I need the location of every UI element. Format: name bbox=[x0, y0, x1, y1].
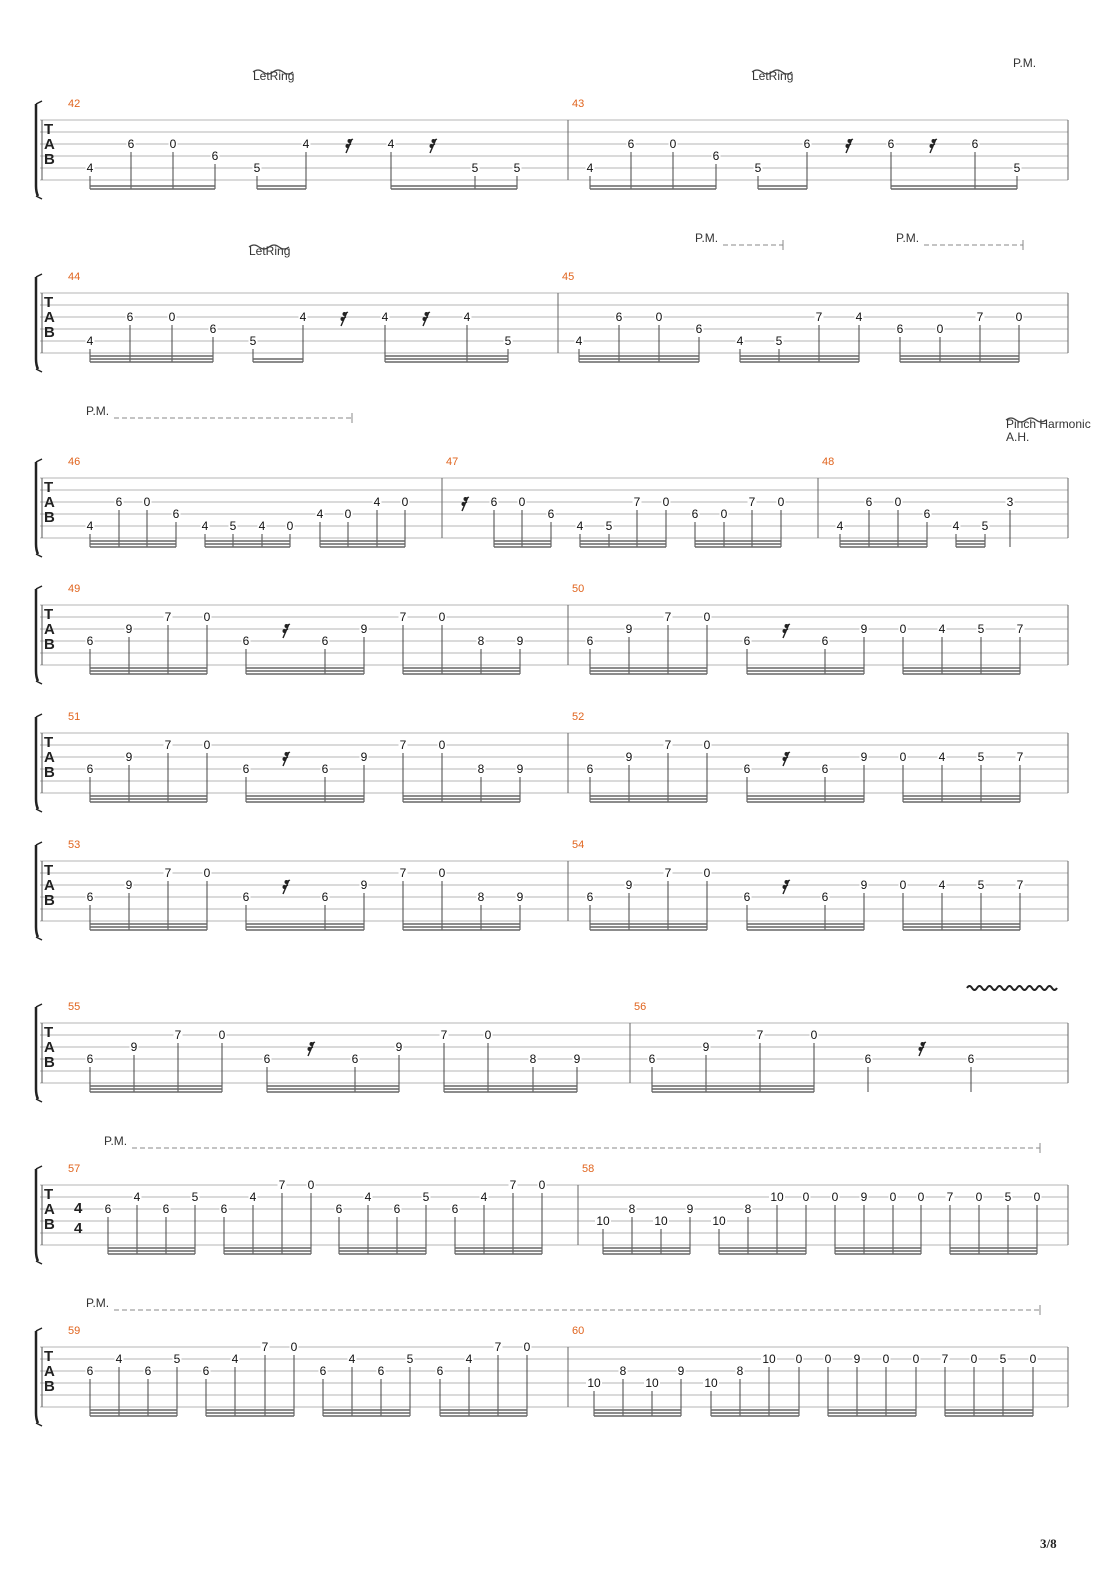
fret-number: 0 bbox=[802, 1190, 810, 1204]
fret-number: 0 bbox=[831, 1190, 839, 1204]
fret-number: 4 bbox=[231, 1352, 239, 1366]
fret-number: 9 bbox=[860, 750, 868, 764]
palm-mute-label: P.M. bbox=[104, 1134, 128, 1148]
fret-number: 6 bbox=[377, 1364, 385, 1378]
fret-number: 7 bbox=[399, 738, 407, 752]
fret-number: 6 bbox=[971, 137, 979, 151]
fret-number: 6 bbox=[451, 1202, 459, 1216]
fret-number: 6 bbox=[220, 1202, 228, 1216]
fret-number: 4 bbox=[938, 878, 946, 892]
fret-number: 4 bbox=[465, 1352, 473, 1366]
fret-number: 5 bbox=[605, 519, 613, 533]
fret-number: 8 bbox=[529, 1052, 537, 1066]
fret-number: 4 bbox=[480, 1190, 488, 1204]
fret-number: 6 bbox=[86, 1052, 94, 1066]
measure-number: 47 bbox=[446, 456, 459, 468]
fret-number: 0 bbox=[523, 1340, 531, 1354]
fret-number: 6 bbox=[202, 1364, 210, 1378]
tab-system bbox=[36, 986, 1068, 1102]
fret-number: 7 bbox=[664, 866, 672, 880]
fret-number: 4 bbox=[855, 310, 863, 324]
fret-number: 9 bbox=[853, 1352, 861, 1366]
fret-number: 0 bbox=[899, 622, 907, 636]
fret-number: 6 bbox=[896, 322, 904, 336]
tab-clef-letter: B bbox=[44, 636, 55, 653]
measure-number: 55 bbox=[68, 1001, 81, 1013]
fret-number: 10 bbox=[770, 1190, 784, 1204]
fret-number: 6 bbox=[126, 310, 134, 324]
tab-clef-letter: A bbox=[44, 1039, 55, 1056]
fret-number: 6 bbox=[86, 1364, 94, 1378]
fret-number: 4 bbox=[364, 1190, 372, 1204]
fret-number: 7 bbox=[1016, 622, 1024, 636]
fret-number: 6 bbox=[967, 1052, 975, 1066]
time-signature-top: 4 bbox=[74, 1200, 83, 1217]
fret-number: 0 bbox=[401, 495, 409, 509]
fret-number: 6 bbox=[712, 149, 720, 163]
tab-clef-letter: T bbox=[44, 1186, 54, 1203]
fret-number: 7 bbox=[756, 1028, 764, 1042]
tab-clef-letter: B bbox=[44, 764, 55, 781]
tab-clef-letter: B bbox=[44, 1216, 55, 1233]
fret-number: 6 bbox=[127, 137, 135, 151]
system-bracket bbox=[36, 589, 38, 681]
fret-number: 0 bbox=[810, 1028, 818, 1042]
measure-number: 45 bbox=[562, 271, 575, 283]
fret-number: 0 bbox=[286, 519, 294, 533]
fret-number: 0 bbox=[669, 137, 677, 151]
fret-number: 6 bbox=[242, 634, 250, 648]
fret-number: 0 bbox=[703, 866, 711, 880]
fret-number: 9 bbox=[625, 878, 633, 892]
tab-clef-letter: T bbox=[44, 862, 54, 879]
tab-clef-letter: B bbox=[44, 1378, 55, 1395]
fret-number: 7 bbox=[941, 1352, 949, 1366]
fret-number: 6 bbox=[821, 634, 829, 648]
fret-number: 6 bbox=[211, 149, 219, 163]
fret-number: 8 bbox=[477, 762, 485, 776]
fret-number: 0 bbox=[484, 1028, 492, 1042]
time-signature-bottom: 4 bbox=[74, 1220, 83, 1237]
measure-number: 51 bbox=[68, 711, 81, 723]
fret-number: 9 bbox=[573, 1052, 581, 1066]
tab-clef-letter: A bbox=[44, 309, 55, 326]
fret-number: 5 bbox=[977, 878, 985, 892]
fret-number: 0 bbox=[970, 1352, 978, 1366]
fret-number: 6 bbox=[923, 507, 931, 521]
fret-number: 4 bbox=[575, 334, 583, 348]
fret-number: 6 bbox=[393, 1202, 401, 1216]
tab-clef-letter: A bbox=[44, 1201, 55, 1218]
fret-number: 0 bbox=[720, 507, 728, 521]
fret-number: 7 bbox=[1016, 750, 1024, 764]
measure-number: 53 bbox=[68, 839, 81, 851]
system-bracket bbox=[36, 845, 38, 937]
fret-number: 4 bbox=[463, 310, 471, 324]
fret-number: 6 bbox=[803, 137, 811, 151]
fret-number: 4 bbox=[736, 334, 744, 348]
fret-number: 0 bbox=[1033, 1190, 1041, 1204]
fret-number: 5 bbox=[977, 622, 985, 636]
let-ring-label: LetRing bbox=[253, 69, 295, 83]
palm-mute-label: P.M. bbox=[86, 1296, 110, 1310]
fret-number: 0 bbox=[203, 866, 211, 880]
fret-number: 0 bbox=[438, 738, 446, 752]
measure-number: 43 bbox=[572, 98, 585, 110]
fret-number: 0 bbox=[1015, 310, 1023, 324]
fret-number: 9 bbox=[625, 750, 633, 764]
fret-number: 7 bbox=[399, 866, 407, 880]
measure-number: 56 bbox=[634, 1001, 647, 1013]
fret-number: 6 bbox=[335, 1202, 343, 1216]
fret-number: 9 bbox=[686, 1202, 694, 1216]
measure-number: 60 bbox=[572, 1325, 585, 1337]
fret-number: 7 bbox=[815, 310, 823, 324]
fret-number: 6 bbox=[743, 890, 751, 904]
tab-clef-letter: A bbox=[44, 877, 55, 894]
fret-number: 5 bbox=[471, 161, 479, 175]
fret-number: 7 bbox=[748, 495, 756, 509]
fret-number: 6 bbox=[115, 495, 123, 509]
fret-number: 4 bbox=[938, 622, 946, 636]
fret-number: 7 bbox=[664, 610, 672, 624]
fret-number: 0 bbox=[518, 495, 526, 509]
fret-number: 6 bbox=[351, 1052, 359, 1066]
fret-number: 6 bbox=[821, 762, 829, 776]
fret-number: 7 bbox=[494, 1340, 502, 1354]
fret-number: 4 bbox=[302, 137, 310, 151]
fret-number: 0 bbox=[703, 610, 711, 624]
fret-number: 4 bbox=[201, 519, 209, 533]
fret-number: 4 bbox=[86, 519, 94, 533]
measure-number: 59 bbox=[68, 1325, 81, 1337]
fret-number: 5 bbox=[504, 334, 512, 348]
fret-number: 6 bbox=[490, 495, 498, 509]
measure-number: 52 bbox=[572, 711, 585, 723]
tab-clef-letter: A bbox=[44, 136, 55, 153]
fret-number: 5 bbox=[253, 161, 261, 175]
fret-number: 4 bbox=[86, 334, 94, 348]
fret-number: 0 bbox=[143, 495, 151, 509]
fret-number: 0 bbox=[438, 866, 446, 880]
tab-clef-letter: A bbox=[44, 621, 55, 638]
fret-number: 6 bbox=[586, 762, 594, 776]
tab-system bbox=[36, 711, 1068, 812]
system-bracket bbox=[36, 462, 38, 554]
fret-number: 6 bbox=[743, 634, 751, 648]
fret-number: 9 bbox=[125, 750, 133, 764]
fret-number: 9 bbox=[860, 878, 868, 892]
fret-number: 5 bbox=[406, 1352, 414, 1366]
fret-number: 5 bbox=[229, 519, 237, 533]
fret-number: 0 bbox=[912, 1352, 920, 1366]
fret-number: 8 bbox=[744, 1202, 752, 1216]
tab-clef-letter: A bbox=[44, 749, 55, 766]
artificial-harmonic-label: A.H. bbox=[1006, 430, 1030, 444]
tab-clef-letter: B bbox=[44, 509, 55, 526]
fret-number: 4 bbox=[348, 1352, 356, 1366]
measure-number: 54 bbox=[572, 839, 585, 851]
fret-number: 6 bbox=[865, 495, 873, 509]
fret-number: 6 bbox=[162, 1202, 170, 1216]
tab-system bbox=[36, 839, 1068, 940]
fret-number: 7 bbox=[509, 1178, 517, 1192]
fret-number: 9 bbox=[860, 622, 868, 636]
measure-number: 46 bbox=[68, 456, 81, 468]
tab-clef-letter: A bbox=[44, 1363, 55, 1380]
measure-number: 57 bbox=[68, 1163, 81, 1175]
fret-number: 4 bbox=[133, 1190, 141, 1204]
fret-number: 4 bbox=[938, 750, 946, 764]
system-bracket bbox=[36, 104, 38, 196]
tab-clef-letter: T bbox=[44, 1024, 54, 1041]
fret-number: 6 bbox=[547, 507, 555, 521]
fret-number: 9 bbox=[130, 1040, 138, 1054]
tab-clef-letter: T bbox=[44, 1348, 54, 1365]
fret-number: 5 bbox=[422, 1190, 430, 1204]
fret-number: 7 bbox=[164, 610, 172, 624]
fret-number: 4 bbox=[299, 310, 307, 324]
fret-number: 6 bbox=[321, 762, 329, 776]
palm-mute-label: P.M. bbox=[86, 404, 110, 418]
fret-number: 9 bbox=[125, 622, 133, 636]
fret-number: 7 bbox=[633, 495, 641, 509]
tab-clef-letter: T bbox=[44, 734, 54, 751]
fret-number: 6 bbox=[864, 1052, 872, 1066]
fret-number: 6 bbox=[627, 137, 635, 151]
system-bracket bbox=[36, 1169, 38, 1261]
fret-number: 5 bbox=[977, 750, 985, 764]
fret-number: 4 bbox=[381, 310, 389, 324]
fret-number: 5 bbox=[999, 1352, 1007, 1366]
fret-number: 10 bbox=[587, 1376, 601, 1390]
fret-number: 6 bbox=[887, 137, 895, 151]
tab-clef-letter: T bbox=[44, 479, 54, 496]
fret-number: 0 bbox=[795, 1352, 803, 1366]
fret-number: 9 bbox=[860, 1190, 868, 1204]
fret-number: 4 bbox=[836, 519, 844, 533]
fret-number: 6 bbox=[263, 1052, 271, 1066]
fret-number: 7 bbox=[164, 866, 172, 880]
fret-number: 0 bbox=[307, 1178, 315, 1192]
measure-number: 48 bbox=[822, 456, 835, 468]
fret-number: 9 bbox=[516, 762, 524, 776]
fret-number: 4 bbox=[115, 1352, 123, 1366]
fret-number: 8 bbox=[619, 1364, 627, 1378]
fret-number: 5 bbox=[191, 1190, 199, 1204]
fret-number: 6 bbox=[321, 890, 329, 904]
fret-number: 5 bbox=[513, 161, 521, 175]
fret-number: 4 bbox=[249, 1190, 257, 1204]
fret-number: 0 bbox=[899, 750, 907, 764]
palm-mute-label: P.M. bbox=[896, 231, 920, 245]
fret-number: 4 bbox=[316, 507, 324, 521]
fret-number: 0 bbox=[936, 322, 944, 336]
fret-number: 0 bbox=[882, 1352, 890, 1366]
fret-number: 0 bbox=[1029, 1352, 1037, 1366]
fret-number: 6 bbox=[436, 1364, 444, 1378]
system-bracket bbox=[36, 1007, 38, 1099]
system-bracket bbox=[36, 277, 38, 369]
fret-number: 9 bbox=[677, 1364, 685, 1378]
fret-number: 0 bbox=[777, 495, 785, 509]
fret-number: 10 bbox=[654, 1214, 668, 1228]
fret-number: 10 bbox=[704, 1376, 718, 1390]
fret-number: 9 bbox=[360, 878, 368, 892]
tab-clef-letter: B bbox=[44, 324, 55, 341]
fret-number: 10 bbox=[762, 1352, 776, 1366]
fret-number: 0 bbox=[290, 1340, 298, 1354]
fret-number: 7 bbox=[399, 610, 407, 624]
measure-number: 50 bbox=[572, 583, 585, 595]
fret-number: 8 bbox=[628, 1202, 636, 1216]
fret-number: 6 bbox=[691, 507, 699, 521]
fret-number: 5 bbox=[249, 334, 257, 348]
fret-number: 6 bbox=[821, 890, 829, 904]
fret-number: 6 bbox=[242, 762, 250, 776]
measure-number: 49 bbox=[68, 583, 81, 595]
fret-number: 9 bbox=[360, 750, 368, 764]
fret-number: 0 bbox=[662, 495, 670, 509]
fret-number: 0 bbox=[344, 507, 352, 521]
fret-number: 9 bbox=[516, 634, 524, 648]
fret-number: 7 bbox=[946, 1190, 954, 1204]
fret-number: 3 bbox=[1006, 495, 1014, 509]
fret-number: 8 bbox=[477, 890, 485, 904]
fret-number: 6 bbox=[743, 762, 751, 776]
fret-number: 4 bbox=[373, 495, 381, 509]
fret-number: 6 bbox=[172, 507, 180, 521]
fret-number: 6 bbox=[242, 890, 250, 904]
fret-number: 5 bbox=[981, 519, 989, 533]
fret-number: 4 bbox=[86, 161, 94, 175]
fret-number: 10 bbox=[645, 1376, 659, 1390]
fret-number: 9 bbox=[395, 1040, 403, 1054]
fret-number: 0 bbox=[655, 310, 663, 324]
page-number: 3/8 bbox=[1040, 1536, 1057, 1551]
tab-clef-letter: B bbox=[44, 1054, 55, 1071]
fret-number: 7 bbox=[976, 310, 984, 324]
fret-number: 6 bbox=[586, 890, 594, 904]
fret-number: 10 bbox=[712, 1214, 726, 1228]
fret-number: 7 bbox=[664, 738, 672, 752]
fret-number: 0 bbox=[899, 878, 907, 892]
tab-system bbox=[36, 231, 1068, 372]
fret-number: 10 bbox=[596, 1214, 610, 1228]
fret-number: 4 bbox=[952, 519, 960, 533]
palm-mute-label: P.M. bbox=[695, 231, 719, 245]
fret-number: 9 bbox=[125, 878, 133, 892]
measure-number: 42 bbox=[68, 98, 81, 110]
tab-clef-letter: T bbox=[44, 606, 54, 623]
tab-system bbox=[36, 56, 1068, 199]
tab-system bbox=[36, 404, 1091, 557]
fret-number: 8 bbox=[736, 1364, 744, 1378]
fret-number: 0 bbox=[169, 137, 177, 151]
fret-number: 0 bbox=[218, 1028, 226, 1042]
fret-number: 6 bbox=[695, 322, 703, 336]
fret-number: 0 bbox=[703, 738, 711, 752]
fret-number: 0 bbox=[975, 1190, 983, 1204]
fret-number: 6 bbox=[86, 634, 94, 648]
fret-number: 7 bbox=[174, 1028, 182, 1042]
fret-number: 7 bbox=[278, 1178, 286, 1192]
fret-number: 7 bbox=[1016, 878, 1024, 892]
fret-number: 4 bbox=[258, 519, 266, 533]
fret-number: 7 bbox=[440, 1028, 448, 1042]
fret-number: 5 bbox=[754, 161, 762, 175]
fret-number: 9 bbox=[516, 890, 524, 904]
fret-number: 6 bbox=[321, 634, 329, 648]
fret-number: 5 bbox=[173, 1352, 181, 1366]
vibrato-wave bbox=[967, 986, 1057, 990]
measure-number: 58 bbox=[582, 1163, 595, 1175]
fret-number: 6 bbox=[586, 634, 594, 648]
fret-number: 0 bbox=[824, 1352, 832, 1366]
fret-number: 6 bbox=[144, 1364, 152, 1378]
fret-number: 0 bbox=[203, 610, 211, 624]
fret-number: 6 bbox=[648, 1052, 656, 1066]
fret-number: 6 bbox=[319, 1364, 327, 1378]
fret-number: 6 bbox=[86, 890, 94, 904]
system-bracket bbox=[36, 1331, 38, 1423]
tab-system bbox=[36, 1134, 1068, 1264]
fret-number: 9 bbox=[625, 622, 633, 636]
fret-number: 7 bbox=[164, 738, 172, 752]
fret-number: 8 bbox=[477, 634, 485, 648]
tab-system bbox=[36, 1296, 1068, 1426]
fret-number: 4 bbox=[387, 137, 395, 151]
fret-number: 6 bbox=[615, 310, 623, 324]
tab-clef-letter: T bbox=[44, 294, 54, 311]
fret-number: 0 bbox=[894, 495, 902, 509]
fret-number: 6 bbox=[104, 1202, 112, 1216]
fret-number: 7 bbox=[261, 1340, 269, 1354]
fret-number: 0 bbox=[538, 1178, 546, 1192]
fret-number: 6 bbox=[86, 762, 94, 776]
measure-number: 44 bbox=[68, 271, 81, 283]
pinch-harmonic-label: Pinch Harmonic bbox=[1006, 417, 1091, 431]
tab-clef-letter: B bbox=[44, 151, 55, 168]
tab-clef-letter: A bbox=[44, 494, 55, 511]
tab-clef-letter: T bbox=[44, 121, 54, 138]
fret-number: 5 bbox=[1013, 161, 1021, 175]
tab-system bbox=[36, 583, 1068, 684]
fret-number: 4 bbox=[586, 161, 594, 175]
fret-number: 9 bbox=[702, 1040, 710, 1054]
fret-number: 5 bbox=[775, 334, 783, 348]
tab-clef-letter: B bbox=[44, 892, 55, 909]
system-bracket bbox=[36, 717, 38, 809]
fret-number: 0 bbox=[889, 1190, 897, 1204]
fret-number: 0 bbox=[917, 1190, 925, 1204]
fret-number: 0 bbox=[438, 610, 446, 624]
palm-mute-label: P.M. bbox=[1013, 56, 1037, 70]
fret-number: 0 bbox=[168, 310, 176, 324]
fret-number: 4 bbox=[576, 519, 584, 533]
let-ring-label: LetRing bbox=[752, 69, 794, 83]
fret-number: 5 bbox=[1004, 1190, 1012, 1204]
fret-number: 0 bbox=[203, 738, 211, 752]
let-ring-label: LetRing bbox=[249, 244, 291, 258]
fret-number: 9 bbox=[360, 622, 368, 636]
fret-number: 6 bbox=[209, 322, 217, 336]
